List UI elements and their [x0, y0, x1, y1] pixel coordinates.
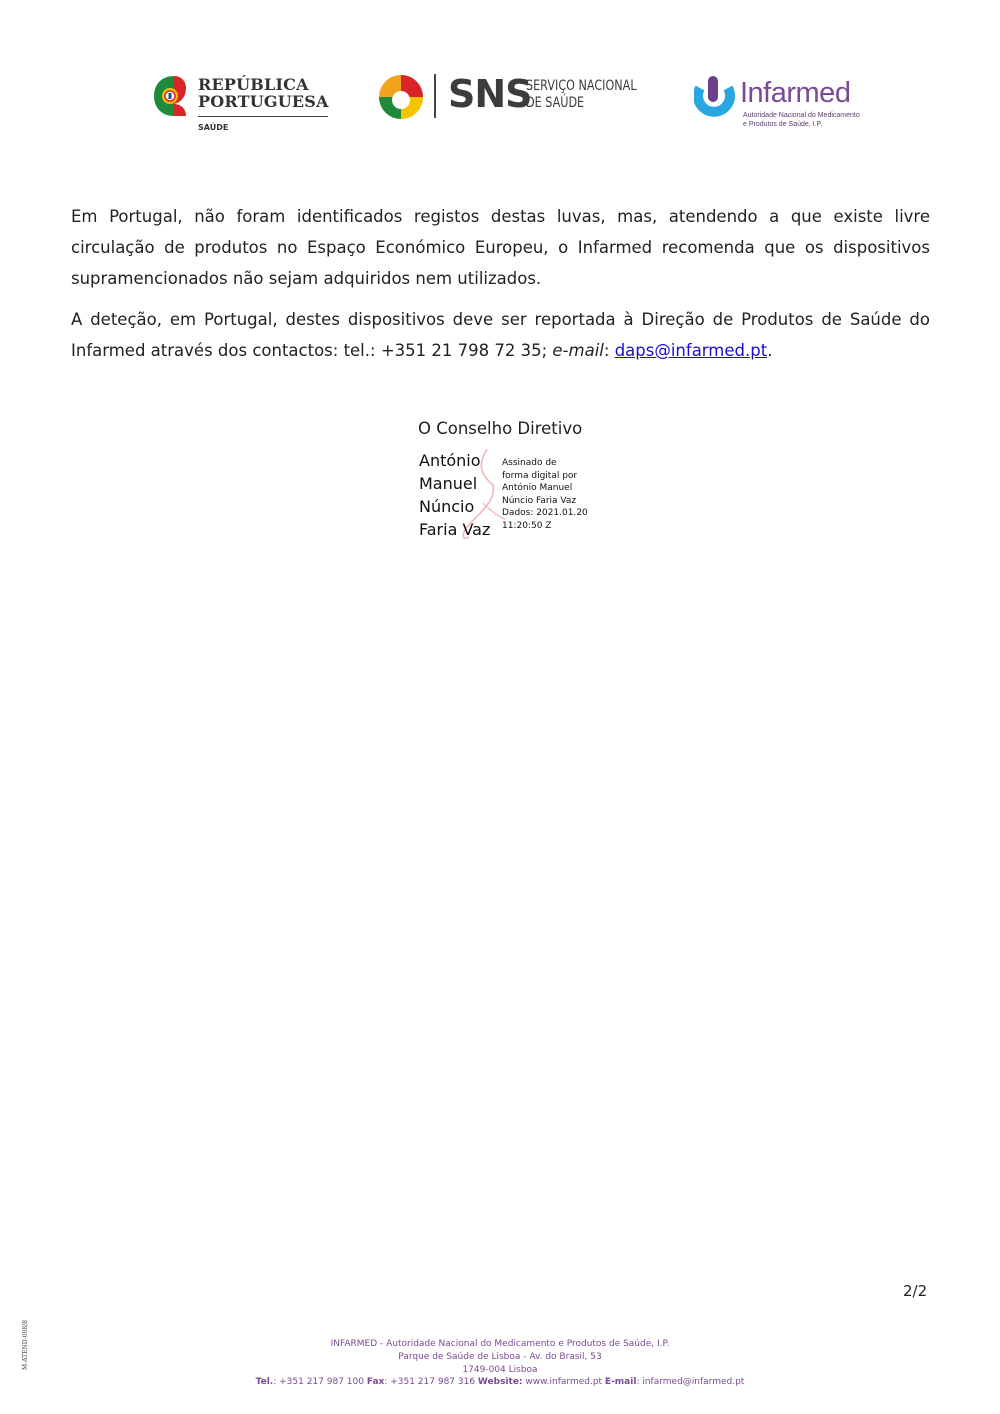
sns-acronym: SNS — [448, 72, 532, 116]
infarmed-mark-icon — [694, 74, 736, 118]
signature-name-line: Núncio — [419, 497, 475, 516]
document-body — [71, 201, 930, 376]
footer-email: : infarmed@infarmed.pt — [636, 1377, 745, 1388]
signature-detail-line: Dados: 2021.01.20 — [502, 508, 588, 518]
footer-website-label: Website: — [477, 1377, 523, 1388]
document-code: M-ATEND-008/8 — [22, 1319, 29, 1370]
signature-name-line: António — [419, 451, 481, 470]
signature-detail-line: António Manuel — [502, 483, 573, 493]
sns-logo — [378, 72, 658, 122]
paragraph-2 — [71, 304, 930, 366]
infarmed-sub-line1: Autoridade Nacional do Medicamento — [743, 112, 860, 119]
footer-line-1: INFARMED - Autoridade Nacional do Medicamento e Produtos de Saúde, I.P. — [330, 1339, 670, 1349]
sns-line1: SERVIÇO NACIONAL — [526, 78, 637, 94]
footer — [0, 1338, 1000, 1389]
footer-website: www.infarmed.pt — [522, 1377, 605, 1388]
sns-line2: DE SAÚDE — [526, 95, 585, 111]
republica-portuguesa-logo — [152, 72, 332, 134]
signature-details — [502, 457, 588, 532]
footer-contacts — [0, 1376, 1000, 1389]
signoff: O Conselho Diretivo — [418, 419, 583, 438]
portugal-emblem-icon — [152, 74, 188, 118]
email-link[interactable]: daps@infarmed.pt — [614, 341, 768, 360]
paragraph-2-end: . — [767, 341, 773, 360]
footer-tel-label: Tel. — [255, 1377, 274, 1388]
header-logos — [0, 70, 1000, 140]
paragraph-2-text: A deteção, em Portugal, destes dispositivos deve ser reportada à Direção de Produtos de Saúde do Infarmed através dos contactos: tel.: +351 21 798 72 35; — [71, 310, 930, 360]
infarmed-logo — [694, 72, 874, 132]
footer-tel: : +351 217 987 100 — [273, 1377, 367, 1388]
republica-sub: SAÚDE — [198, 123, 229, 132]
republica-line1: REPÚBLICA — [198, 75, 309, 94]
signature-detail-line: 11:20:50 Z — [502, 520, 552, 531]
footer-fax-label: Fax — [366, 1377, 385, 1388]
infarmed-wordmark: Infarmed — [740, 77, 851, 109]
footer-line-2: Parque de Saúde de Lisboa - Av. do Brasil, 53 — [398, 1351, 602, 1362]
email-label: e-mail — [552, 341, 604, 360]
footer-email-label: E-mail — [604, 1377, 637, 1388]
signature-detail-line: Assinado de — [502, 458, 557, 468]
footer-line-3: 1749-004 Lisboa — [462, 1364, 538, 1375]
signature-name — [419, 449, 490, 541]
digital-signature — [419, 449, 609, 545]
page-number: 2/2 — [903, 1282, 928, 1300]
republica-divider — [198, 116, 328, 117]
infarmed-sub-line2: e Produtos de Saúde, I.P. — [743, 121, 823, 128]
paragraph-1: Em Portugal, não foram identificados registos destas luvas, mas, atendendo a que existe livre circulação de produtos no Espaço Económico Europeu, o Infarmed recomenda que os dispositivos supramencionados não sejam adquiridos nem utilizados. — [71, 207, 930, 288]
republica-line2: PORTUGUESA — [198, 92, 329, 111]
sns-divider — [434, 74, 436, 118]
signature-detail-line: forma digital por — [502, 470, 578, 481]
signature-detail-line: Núncio Faria Vaz — [502, 495, 577, 506]
sns-circle-icon — [378, 74, 424, 120]
signature-name-line: Manuel — [419, 474, 478, 493]
signature-name-line: Faria Vaz — [419, 520, 491, 539]
email-colon: : — [603, 341, 615, 360]
footer-fax: : +351 217 987 316 — [384, 1377, 478, 1388]
